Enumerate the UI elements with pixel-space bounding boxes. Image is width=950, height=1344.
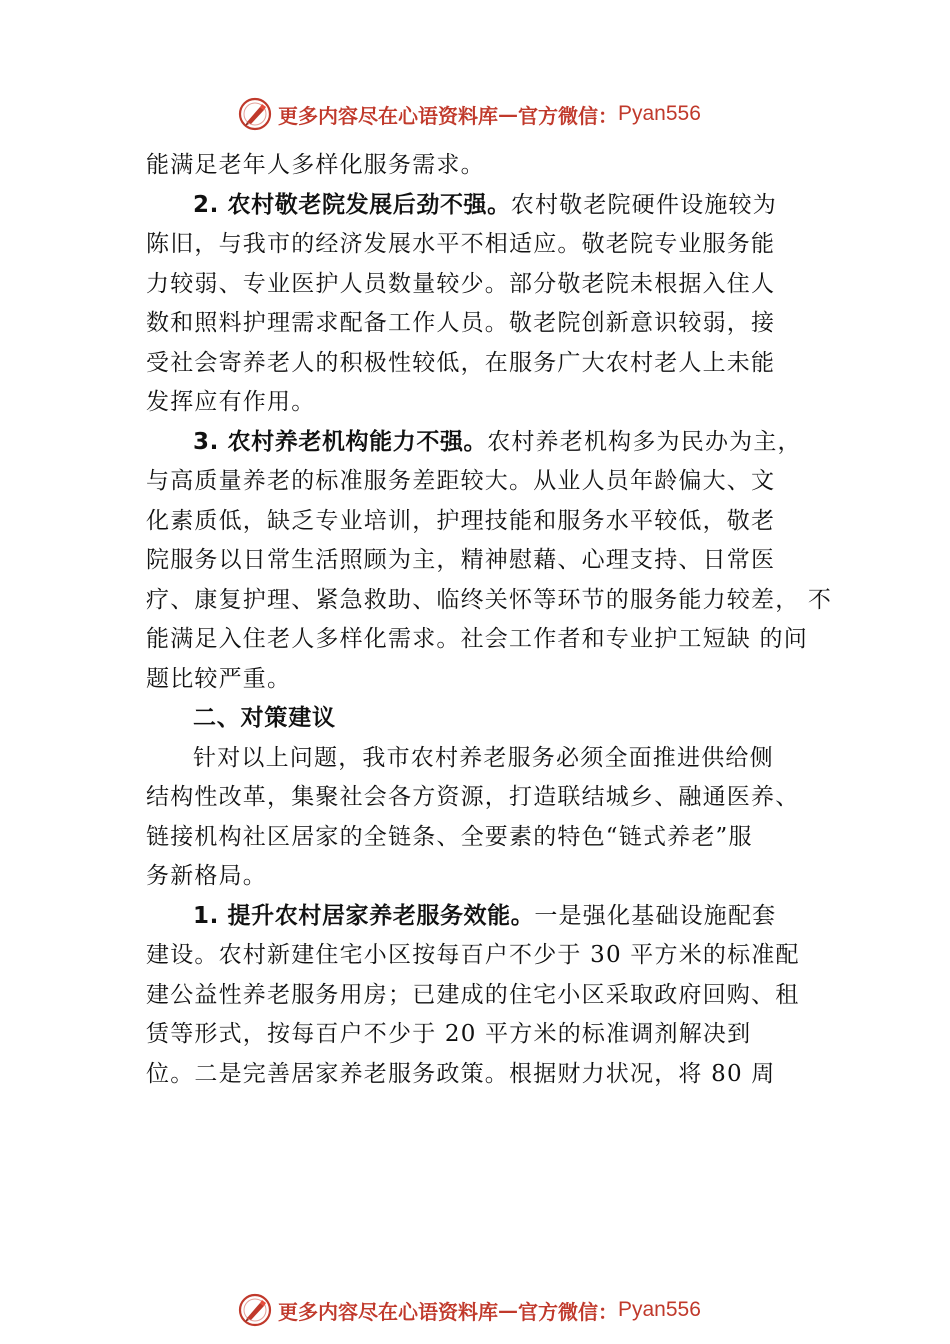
paragraph-line: 建公益性养老服务用房；已建成的住宅小区采取政府回购、租 xyxy=(146,981,800,1008)
banner-wechat-id: Pyan556 xyxy=(618,102,701,125)
paragraph-line: 能满足入住老人多样化需求。社会工作者和专业护工短缺 的问 xyxy=(146,626,808,652)
pen-logo-icon xyxy=(238,1293,272,1327)
paragraph-line: 位。二是完善居家养老服务政策。根据财力状况，将 80 周 xyxy=(146,1060,776,1087)
paragraph-line: 与高质量养老的标准服务差距较大。从业人员年龄偏大、文 xyxy=(146,468,776,494)
paragraph-line: 结构性改革，集聚社会各方资源，打造联结城乡、融通医养、 xyxy=(146,784,800,810)
banner-wechat-label: 官方微信： xyxy=(518,103,618,128)
paragraph-line: 数和照料护理需求配备工作人员。敬老院创新意识较弱，接 xyxy=(146,310,776,336)
paragraph-line-text: 农村敬老院硬件设施较为 xyxy=(510,191,777,218)
paragraph-line: 院服务以日常生活照顾为主，精神慰藉、心理支持、日常医 xyxy=(146,547,776,573)
paragraph-1-heading: 1. 提升农村居家养老服务效能。 xyxy=(193,902,535,929)
paragraph-3-first-line xyxy=(146,423,836,463)
banner-brand-text: 更多内容尽在心语资料库 xyxy=(278,1299,498,1324)
document-body xyxy=(146,146,836,1094)
paragraph-line: 建设。农村新建住宅小区按每百户不少于 30 平方米的标准配 xyxy=(146,942,800,968)
paragraph-line: 疗、康复护理、紧急救助、临终关怀等环节的服务能力较差， 不 xyxy=(146,586,833,613)
header-watermark-banner xyxy=(238,96,738,132)
banner-wechat-label: 官方微信： xyxy=(518,1299,618,1324)
banner-separator: — xyxy=(498,102,518,126)
banner-brand-text: 更多内容尽在心语资料库 xyxy=(278,103,498,128)
paragraph-line: 力较弱、专业医护人员数量较少。部分敬老院未根据入住人 xyxy=(146,270,776,297)
paragraph-line: 链接机构社区居家的全链条、全要素的特色“链式养老”服 xyxy=(146,823,753,850)
paragraph-line: 发挥应有作用。 xyxy=(146,389,316,415)
section-heading: 二、对策建议 xyxy=(193,705,336,731)
banner-separator: — xyxy=(498,1298,518,1322)
paragraph-line: 赁等形式，按每百户不少于 20 平方米的标准调剂解决到 xyxy=(146,1021,752,1047)
paragraph-line: 务新格局。 xyxy=(146,863,267,889)
paragraph-line: 化素质低，缺乏专业培训，护理技能和服务水平较低，敬老 xyxy=(146,507,776,534)
paragraph-2-first-line xyxy=(146,186,836,226)
paragraph-1-first-line xyxy=(146,897,836,937)
paragraph-line: 陈旧，与我市的经济发展水平不相适应。敬老院专业服务能 xyxy=(146,231,776,257)
paragraph-line: 能满足老年人多样化服务需求。 xyxy=(146,152,485,178)
paragraph-line: 题比较严重。 xyxy=(146,665,292,692)
paragraph-line-text: 农村养老机构多为民办为主， xyxy=(487,428,802,455)
paragraph-3-heading: 3. 农村养老机构能力不强。 xyxy=(193,428,488,455)
paragraph-line: 受社会寄养老人的积极性较低，在服务广大农村老人上未能 xyxy=(146,349,776,376)
footer-watermark-banner xyxy=(238,1292,738,1328)
paragraph-line-text: 一是强化基础设施配套 xyxy=(534,902,777,929)
banner-wechat-id: Pyan556 xyxy=(618,1298,701,1321)
paragraph-2-heading: 2. 农村敬老院发展后劲不强。 xyxy=(193,191,511,218)
pen-logo-icon xyxy=(238,97,272,131)
paragraph-line: 针对以上问题，我市农村养老服务必须全面推进供给侧 xyxy=(193,744,774,771)
